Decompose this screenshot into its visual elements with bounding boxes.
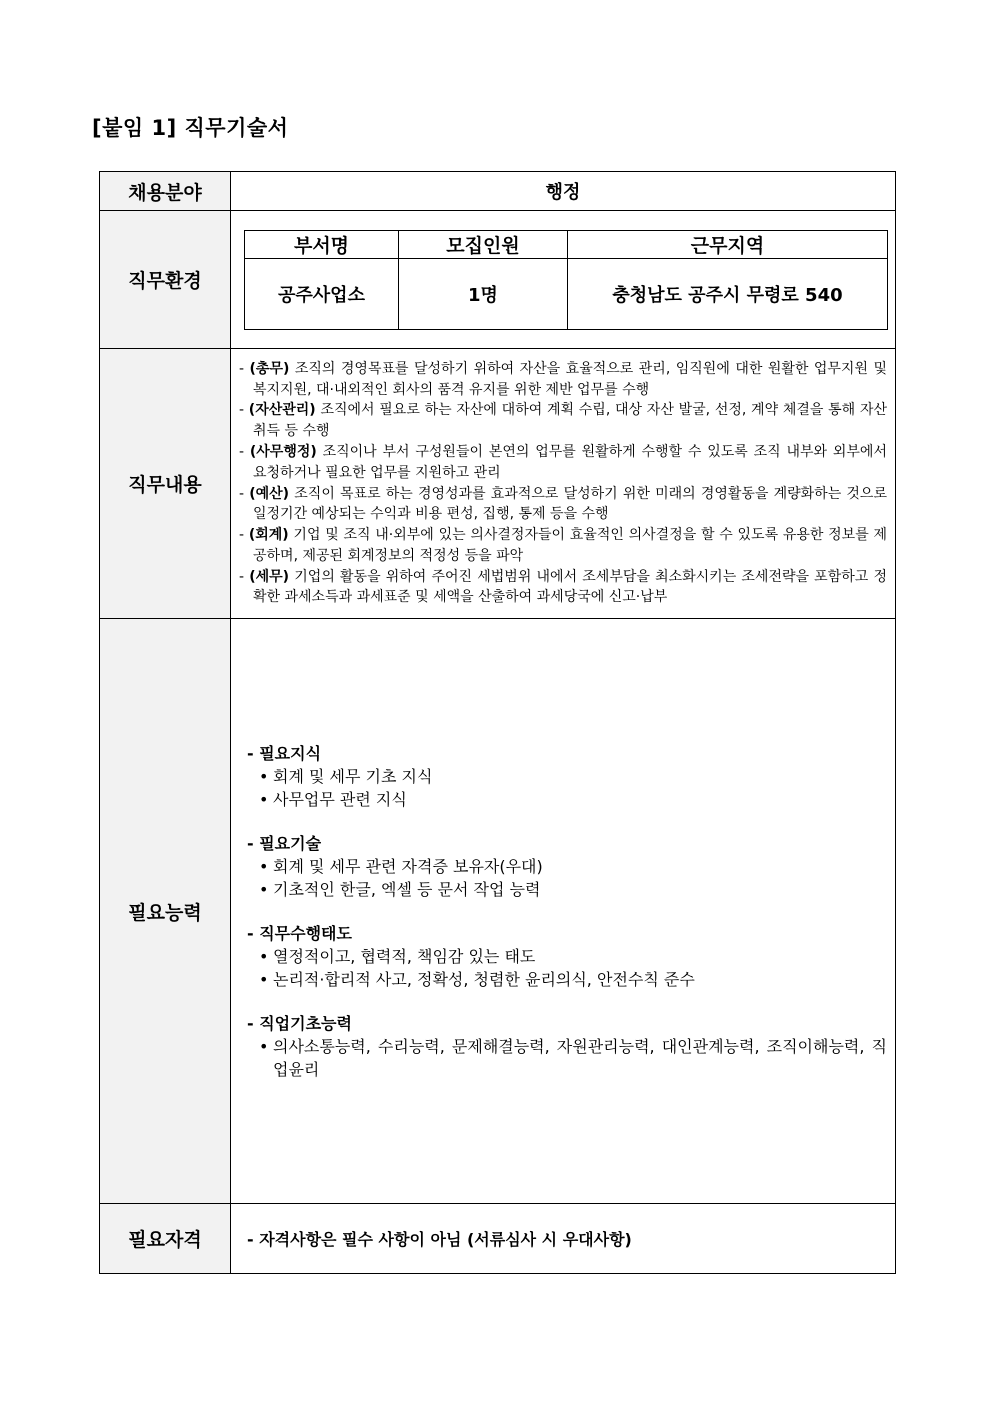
bullet-icon: •: [259, 969, 269, 989]
duty-list: [231, 353, 895, 615]
duty-item: - (예산) 조직이 목표로 하는 경영성과를 효과적으로 달성하기 위한 미래의 경영활동을 계량화하는 것으로 일정기간 예상되는 수익과 비용 편성, 집행, 통제 등을 수행: [239, 485, 887, 523]
duty-cell: [231, 349, 896, 619]
duty-term: (세무): [249, 568, 290, 585]
ability-bullet: • 논리적·합리적 사고, 정확성, 청렴한 윤리의식, 안전수칙 준수: [259, 969, 695, 989]
ability-group-attitude: [247, 922, 887, 991]
document-title: [붙임 1] 직무기술서: [92, 116, 289, 140]
environment-header-row: [245, 230, 888, 258]
duty-term: (예산): [249, 485, 290, 502]
qualification-label: 필요자격: [100, 1204, 231, 1274]
ability-heading: - 필요기술: [247, 833, 322, 853]
duty-item: - (총무) 조직의 경영목표를 달성하기 위하여 자산을 효율적으로 관리, 임직원에 대한 원활한 업무지원 및 복지지원, 대·내외적인 회사의 품격 유지를 위한 제반 업무를 수행: [239, 360, 887, 398]
ability-bullet: • 의사소통능력, 수리능력, 문제해결능력, 자원관리능력, 대인관계능력, 조직이해능력, 직업윤리: [259, 1036, 887, 1079]
ability-cell: [231, 619, 896, 1204]
environment-table: [244, 230, 888, 330]
ability-label: 필요능력: [100, 619, 231, 1204]
ability-group-basic: [247, 1012, 887, 1081]
bullet-icon: •: [259, 879, 269, 899]
ability-group-skills: [247, 832, 887, 901]
env-value-location: 충청남도 공주시 무령로 540: [568, 258, 888, 329]
env-value-headcount: 1명: [399, 258, 568, 329]
environment-cell: [231, 211, 896, 349]
ability-heading: - 직무수행태도: [247, 923, 352, 943]
env-value-department: 공주사업소: [245, 258, 399, 329]
row-environment: [100, 211, 896, 349]
ability-bullet: • 기초적인 한글, 엑셀 등 문서 작업 능력: [259, 879, 541, 899]
ability-list: [231, 742, 895, 1081]
ability-bullet: • 사무업무 관련 지식: [259, 789, 407, 809]
duty-item: - (세무) 기업의 활동을 위하여 주어진 세법범위 내에서 조세부담을 최소화시키는 조세전략을 포함하고 정확한 과세소득과 과세표준 및 세액을 산출하여 과세당국에 신고·납부: [239, 568, 887, 606]
duty-term: (회계): [248, 527, 289, 544]
env-header-department: 부서명: [245, 230, 399, 258]
duty-item: - (자산관리) 조직에서 필요로 하는 자산에 대하여 계획 수립, 대상 자산 발굴, 선정, 계약 체결을 통해 자산 취득 등 수행: [239, 402, 887, 440]
bullet-icon: •: [259, 856, 269, 876]
bullet-icon: •: [259, 1036, 269, 1056]
job-description-table: [99, 171, 896, 1274]
qualification-cell: [231, 1204, 896, 1274]
row-field: [100, 172, 896, 211]
duty-item: - (사무행정) 조직이나 부서 구성원들이 본연의 업무를 원활하게 수행할 수 있도록 조직 내부와 외부에서 요청하거나 필요한 업무를 지원하고 관리: [239, 443, 887, 481]
env-header-headcount: 모집인원: [399, 230, 568, 258]
qualification-value: - 자격사항은 필수 사항이 아님 (서류심사 시 우대사항): [247, 1230, 632, 1249]
ability-group-knowledge: [247, 742, 887, 811]
field-value: 행정: [231, 172, 896, 211]
row-qualification: [100, 1204, 896, 1274]
duty-term: (자산관리): [248, 402, 316, 419]
duty-term: (사무행정): [249, 443, 317, 460]
duty-item: - (회계) 기업 및 조직 내·외부에 있는 의사결정자들이 효율적인 의사결정을 할 수 있도록 유용한 정보를 제공하며, 제공된 회계정보의 적정성 등을 파악: [239, 527, 888, 564]
environment-value-row: [245, 258, 888, 329]
row-duty: [100, 349, 896, 619]
ability-bullet: • 열정적이고, 협력적, 책임감 있는 태도: [259, 946, 536, 966]
ability-heading: - 필요지식: [247, 743, 322, 763]
env-header-location: 근무지역: [568, 230, 888, 258]
bullet-icon: •: [259, 946, 269, 966]
duty-term: (총무): [249, 360, 290, 377]
bullet-icon: •: [259, 766, 269, 786]
ability-bullet: • 회계 및 세무 관련 자격증 보유자(우대): [259, 856, 543, 876]
environment-label: 직무환경: [100, 211, 231, 349]
field-label: 채용분야: [100, 172, 231, 211]
ability-bullet: • 회계 및 세무 기초 지식: [259, 766, 433, 786]
row-ability: [100, 619, 896, 1204]
bullet-icon: •: [259, 789, 269, 809]
ability-heading: - 직업기초능력: [247, 1013, 352, 1033]
duty-label: 직무내용: [100, 349, 231, 619]
